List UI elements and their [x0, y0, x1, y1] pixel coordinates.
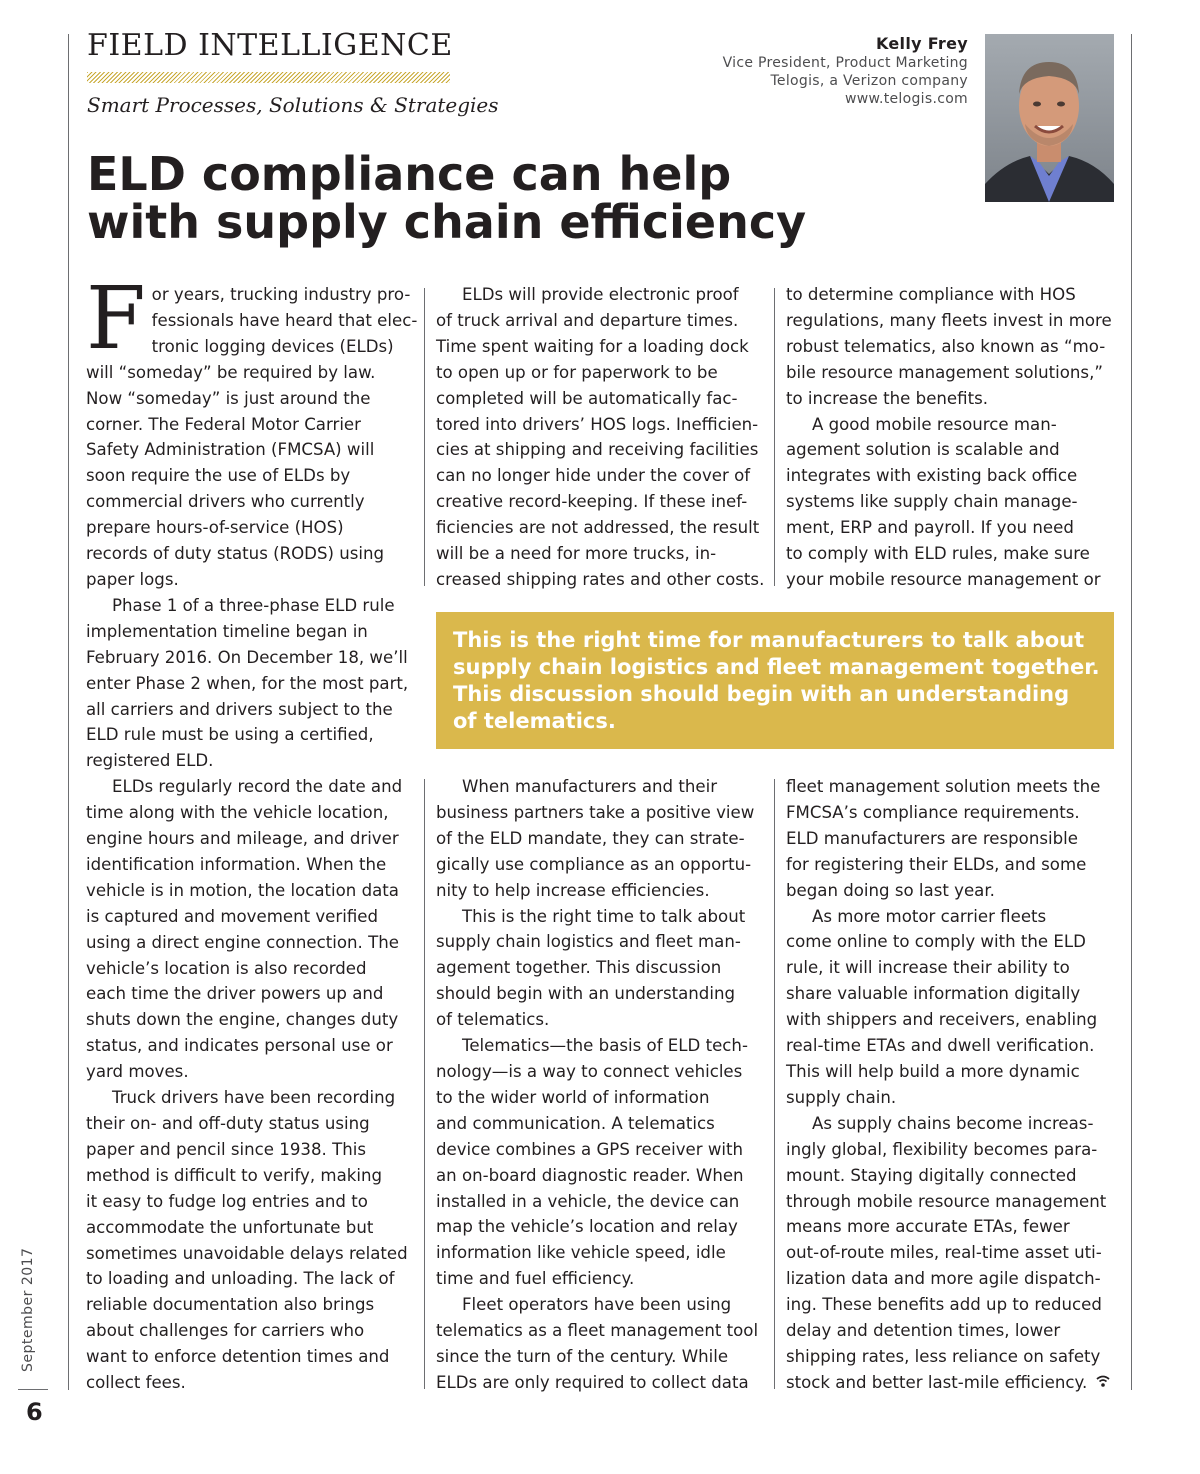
text-line: engine hours and mileage, and driver: [86, 829, 399, 849]
article-column-3-bottom: [786, 774, 1116, 1396]
text-line: vehicle’s location is also recorded: [86, 958, 367, 978]
text-line: Safety Administration (FMCSA) will: [86, 440, 375, 460]
paragraph: [436, 904, 766, 1034]
author-byline: [723, 34, 968, 108]
column-separator: [774, 288, 775, 586]
author-website: www.telogis.com: [845, 91, 968, 107]
text-line: yard moves.: [86, 1062, 189, 1082]
text-line: robust telematics, also known as “mo-: [786, 336, 1106, 356]
text-line: completed will be automatically fac-: [436, 388, 738, 408]
article-column-1: [86, 269, 418, 1396]
text-line: fleet management solution meets the: [786, 777, 1101, 796]
text-line: should begin with an understanding: [436, 984, 735, 1004]
paragraph: [786, 904, 1116, 1111]
text-line: will be a need for more trucks, in-: [436, 544, 717, 564]
paragraph: [436, 774, 766, 904]
text-line: share valuable information digitally: [786, 984, 1081, 1004]
section-tagline: Smart Processes, Solutions & Strategies: [87, 93, 499, 117]
text-line: ELDs are only required to collect data: [436, 1372, 749, 1392]
pull-quote-line: of telematics.: [453, 709, 616, 733]
paragraph-4: [86, 1085, 416, 1396]
drop-cap: F: [86, 269, 146, 369]
text-line: A good mobile resource man-: [812, 414, 1057, 434]
text-line: means more accurate ETAs, fewer: [786, 1217, 1070, 1237]
text-line: Phase 1 of a three-phase ELD rule: [112, 595, 395, 615]
paragraph: [786, 1111, 1116, 1396]
author-company: Telogis, a Verizon company: [770, 73, 968, 89]
right-margin-rule: [1131, 34, 1132, 1390]
text-line: paper logs.: [86, 569, 179, 589]
text-line: This is the right time to talk about: [462, 906, 746, 926]
article-column-3-top: [786, 282, 1116, 593]
text-line: ELDs regularly record the date and: [112, 777, 403, 797]
column-separator: [774, 779, 775, 1389]
text-line: of telematics.: [436, 1010, 550, 1030]
author-photo: [985, 34, 1114, 202]
text-line: agement solution is scalable and: [786, 440, 1060, 460]
headline-line-1: ELD compliance can help: [87, 147, 732, 201]
text-line: Truck drivers have been recording: [112, 1088, 396, 1108]
text-line: creative record-keeping. If these inef-: [436, 492, 748, 512]
text-line: nity to help increase efficiencies.: [436, 880, 710, 900]
author-portrait-icon: [985, 34, 1114, 202]
paragraph: [786, 412, 1116, 593]
text-line: cies at shipping and receiving facilities: [436, 440, 759, 460]
decorative-hatch-bar: [87, 72, 450, 83]
text-line: FMCSA’s compliance requirements.: [786, 802, 1080, 822]
text-line: status, and indicates personal use or: [86, 1036, 393, 1056]
text-line: of the ELD mandate, they can strate-: [436, 828, 745, 848]
text-line: vehicle is in motion, the location data: [86, 880, 399, 900]
text-line: out-of-route miles, real-time asset uti-: [786, 1243, 1102, 1263]
text-line: collect fees.: [86, 1373, 186, 1393]
text-line: Fleet operators have been using: [462, 1295, 732, 1315]
paragraph: [786, 774, 1116, 904]
left-margin-rule: [68, 34, 69, 1390]
text-line: corner. The Federal Motor Carrier: [86, 414, 361, 434]
text-line: mount. Staying digitally connected: [786, 1165, 1077, 1185]
text-line: ELD rule must be using a certified,: [86, 725, 374, 745]
text-line: to determine compliance with HOS: [786, 285, 1076, 304]
text-line: registered ELD.: [86, 751, 214, 771]
text-line: is captured and movement verified: [86, 906, 379, 926]
text-line: real-time ETAs and dwell verification.: [786, 1036, 1095, 1056]
paragraph: [436, 282, 766, 593]
text-line: time and fuel efficiency.: [436, 1269, 635, 1289]
text-line: identification information. When the: [86, 854, 387, 874]
paragraph-3: [86, 774, 416, 1085]
text-line: will “someday” be required by law.: [86, 362, 376, 382]
text-line: Now “someday” is just around the: [86, 388, 371, 408]
text-line: delay and detention times, lower: [786, 1321, 1061, 1341]
text-line: through mobile resource management: [786, 1191, 1107, 1211]
text-line: implementation timeline began in: [86, 621, 368, 641]
issue-date: September 2017: [20, 1247, 36, 1372]
text-line: ELD manufacturers are responsible: [786, 828, 1078, 848]
text-line: reliable documentation also brings: [86, 1295, 375, 1315]
text-line: supply chain logistics and fleet man-: [436, 932, 741, 952]
article-headline: [87, 147, 807, 249]
text-line: to open up or for paperwork to be: [436, 362, 718, 382]
text-line: enter Phase 2 when, for the most part,: [86, 673, 409, 693]
text-line: and communication. A telematics: [436, 1113, 715, 1133]
text-line: your mobile resource management or: [786, 569, 1101, 589]
text-line: ing. These benefits add up to reduced: [786, 1295, 1102, 1315]
text-line: their on- and off-duty status using: [86, 1114, 370, 1133]
text-line: integrates with existing back office: [786, 466, 1078, 486]
paragraph: [786, 282, 1116, 412]
headline-line-2: with supply chain efficiency: [87, 195, 807, 249]
text-line: soon require the use of ELDs by: [86, 466, 351, 486]
text-line: to comply with ELD rules, make sure: [786, 544, 1090, 564]
text-line: stock and better last-mile efficiency.: [786, 1372, 1088, 1392]
text-line: method is difficult to verify, making: [86, 1165, 383, 1185]
text-line: bile resource management solutions,”: [786, 362, 1103, 382]
article-column-2-bottom: [436, 774, 766, 1396]
text-line: device combines a GPS receiver with: [436, 1139, 744, 1159]
signal-end-icon: [1096, 1374, 1110, 1388]
text-line: records of duty status (RODS) using: [86, 544, 385, 564]
text-line: want to enforce detention times and: [86, 1347, 390, 1367]
text-line: ment, ERP and payroll. If you need: [786, 518, 1074, 538]
text-line: paper and pencil since 1938. This: [86, 1139, 366, 1159]
text-line: shuts down the engine, changes duty: [86, 1010, 399, 1030]
column-separator: [424, 288, 425, 586]
text-line: This will help build a more dynamic: [786, 1061, 1080, 1081]
text-line: map the vehicle’s location and relay: [436, 1217, 738, 1237]
text-line: for registering their ELDs, and some: [786, 854, 1087, 874]
text-line: ELDs will provide electronic proof: [462, 285, 739, 304]
paragraph-2: [86, 593, 416, 774]
text-line: commercial drivers who currently: [86, 492, 365, 512]
text-line: with shippers and receivers, enabling: [786, 1010, 1098, 1030]
text-line: ficiencies are not addressed, the result: [436, 518, 760, 538]
text-line: fessionals have heard that elec-: [151, 310, 418, 330]
text-line: supply chain.: [786, 1087, 897, 1107]
text-line: to loading and unloading. The lack of: [86, 1269, 395, 1289]
pull-quote-line: This discussion should begin with an understanding: [453, 682, 1070, 706]
text-line: accommodate the unfortunate but: [86, 1217, 374, 1237]
text-line: agement together. This discussion: [436, 958, 722, 978]
text-line: of truck arrival and departure times.: [436, 310, 739, 330]
text-line: tored into drivers’ HOS logs. Inefficien-: [436, 414, 759, 434]
paragraph-1: [86, 269, 418, 593]
text-line: since the turn of the century. While: [436, 1346, 729, 1366]
author-name: Kelly Frey: [875, 34, 968, 53]
text-line: When manufacturers and their: [462, 777, 718, 796]
page-number: 6: [26, 1398, 43, 1426]
text-line: using a direct engine connection. The: [86, 932, 399, 952]
text-line: or years, trucking industry pro-: [151, 285, 411, 304]
text-line: about challenges for carriers who: [86, 1321, 365, 1341]
text-line: began doing so last year.: [786, 880, 995, 900]
text-line: sometimes unavoidable delays related: [86, 1243, 408, 1263]
text-line: lization data and more agile dispatch-: [786, 1269, 1101, 1289]
text-line: can no longer hide under the cover of: [436, 466, 751, 486]
text-line: Telematics—the basis of ELD tech-: [462, 1036, 748, 1056]
text-line: business partners take a positive view: [436, 802, 755, 822]
text-line: rule, it will increase their ability to: [786, 958, 1070, 978]
text-line: telematics as a fleet management tool: [436, 1321, 759, 1341]
text-line: ingly global, flexibility becomes para-: [786, 1139, 1098, 1159]
text-line: regulations, many fleets invest in more: [786, 310, 1112, 330]
pull-quote-text: [453, 627, 1100, 735]
text-line: to increase the benefits.: [786, 388, 989, 408]
pull-quote-line: supply chain logistics and fleet management together.: [453, 655, 1100, 679]
column-separator: [424, 779, 425, 1389]
text-line: time along with the vehicle location,: [86, 803, 389, 823]
text-line: an on-board diagnostic reader. When: [436, 1165, 744, 1185]
text-line: installed in a vehicle, the device can: [436, 1191, 740, 1211]
page-number-rule: [18, 1389, 48, 1390]
text-line: gically use compliance as an opportu-: [436, 854, 752, 874]
text-line: it easy to fudge log entries and to: [86, 1191, 368, 1211]
text-line: As supply chains become increas-: [812, 1113, 1094, 1133]
paragraph: [436, 1033, 766, 1292]
text-line: systems like supply chain manage-: [786, 492, 1078, 512]
text-line: to the wider world of information: [436, 1087, 710, 1107]
text-line: February 2016. On December 18, we’ll: [86, 647, 408, 667]
text-line: tronic logging devices (ELDs): [151, 336, 394, 356]
text-line: prepare hours-of-service (HOS): [86, 518, 344, 538]
text-line: As more motor carrier fleets: [812, 906, 1047, 926]
text-line: come online to comply with the ELD: [786, 932, 1086, 952]
text-line: each time the driver powers up and: [86, 984, 384, 1004]
text-line: all carriers and drivers subject to the: [86, 699, 393, 719]
text-line: creased shipping rates and other costs.: [436, 569, 765, 589]
text-line: information like vehicle speed, idle: [436, 1243, 726, 1263]
pull-quote-callout: [436, 612, 1114, 749]
author-title: Vice President, Product Marketing: [722, 55, 968, 71]
text-line: shipping rates, less reliance on safety: [786, 1346, 1101, 1366]
text-line: Time spent waiting for a loading dock: [436, 336, 749, 356]
section-title: FIELD INTELLIGENCE: [87, 28, 453, 63]
text-line: nology—is a way to connect vehicles: [436, 1061, 743, 1081]
paragraph: [436, 1292, 766, 1396]
article-column-2-top: [436, 282, 766, 593]
pull-quote-line: This is the right time for manufacturers to talk about: [453, 628, 1085, 652]
